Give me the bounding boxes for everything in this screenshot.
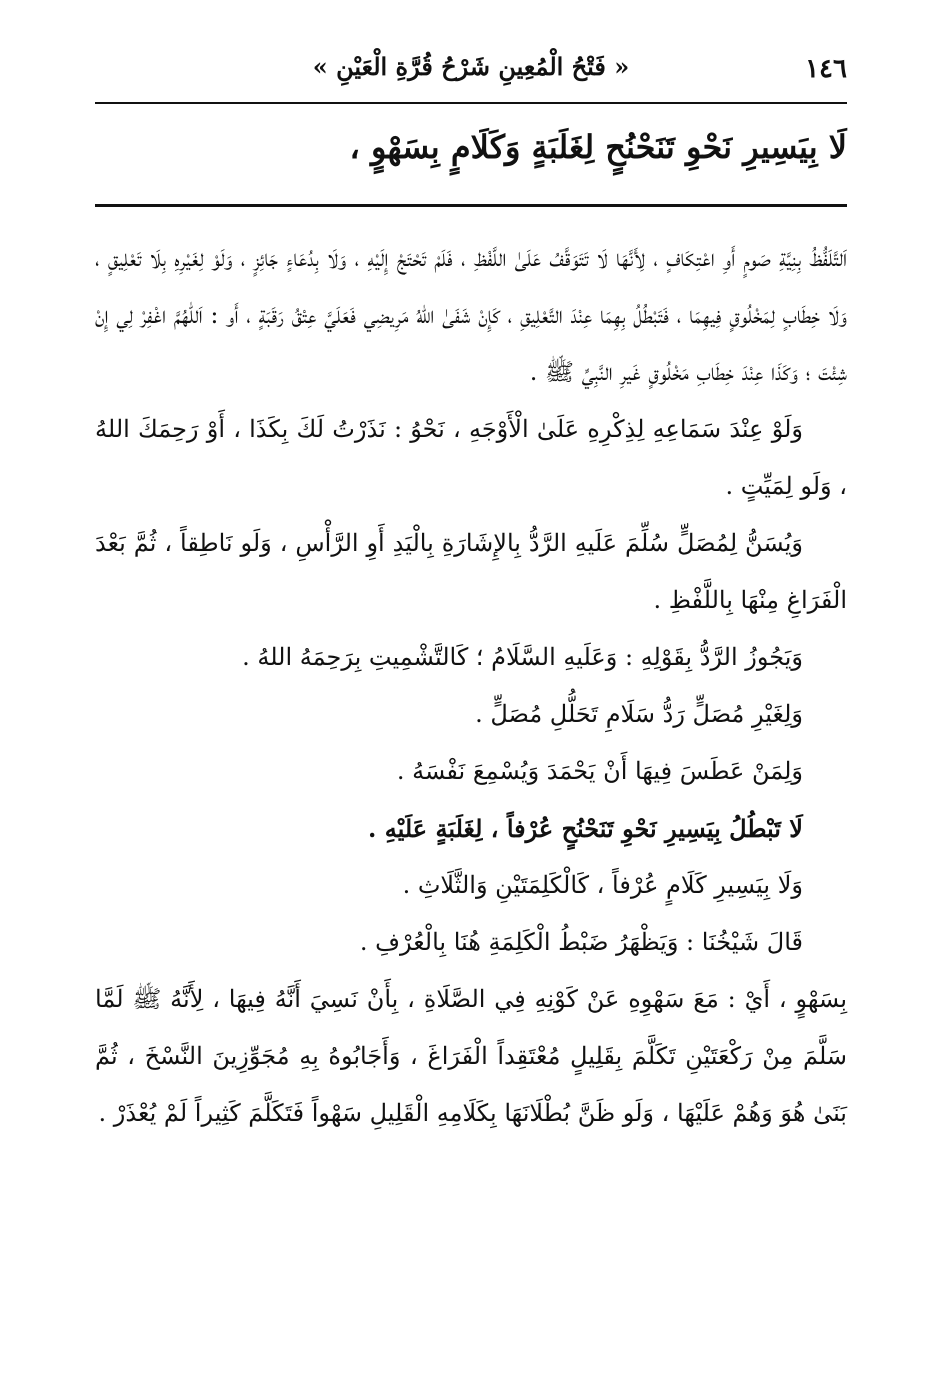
page-number: ١٤٦ (805, 54, 847, 84)
header-rule (95, 102, 847, 104)
commentary-line: وَلِمَنْ عَطَسَ فِيهَا أَنْ يَحْمَدَ وَيُسْمِعَ نَفْسَهُ . (396, 757, 803, 785)
matn-text: لَا بِيَسِيرِ نَحْوِ تَنَحْنُحٍ لِغَلَبَةٍ وَكَلَامٍ بِسَهْوٍ ، (349, 128, 847, 166)
commentary-line: وَلِغَيْرِ مُصَلٍّ رَدُّ سَلَامِ تَحَلُّلِ مُصَلٍّ . (475, 700, 803, 728)
commentary-body (95, 230, 847, 1142)
commentary-paragraph: اَلتَّلَفُّظُ بِنِيَّةِ صَومٍ أَوِ اعْتِكَافٍ ، لِأَنَّهَا لَا تَتَوَقَّفُ عَلَىٰ اللَّفْظِ ، فَلَمْ تَحْتَجْ إِلَيْهِ ، وَلَا بِدُعَاءٍ جَائِزٍ ، وَلَوْ لِغَيْرِهِ بِلَا تَعْلِيقٍ ، وَلَا خِطَابٍ لِمَخْلُوقٍ فِيهِمَا ، فَتَبْطُلُ بِهِمَا عِنْدَ التَّعْلِيقِ ، كَإِنْ شَفَىٰ اللهُ مَرِيضِي فَعَلَيَّ عِتْقُ رَقَبَةٍ ، أَو : اَللّٰهُمَّ اغْفِرْ لِي إِنْ شِئْتَ ؛ وَكَذَا عِنْدَ خِطَابِ مَخْلُوقٍ غَيرِ النَّبِيِّ ﷺ . (95, 244, 847, 386)
commentary-paragraph: بِسَهْوٍ ، أَيْ : مَعَ سَهْوِهِ عَنْ كَوْنِهِ فِي الصَّلَاةِ ، بِأَنْ نَسِيَ أَنَّهُ فِيهَا ، لِأَنَّهُ ﷺ لَمَّا سَلَّمَ مِنْ رَكْعَتَيْنِ تَكَلَّمَ بِقَلِيلٍ مُعْتَقِداً الْفَرَاغَ ، وَأَجَابُوهُ بِهِ مُجَوِّزِينَ النَّسْخَ ، ثُمَّ بَنَىٰ هُوَ وَهُمْ عَلَيْهَا ، وَلَو ظَنَّ بُطْلَانَهَا بِكَلَامِهِ الْقَلِيلِ سَهْواً فَتَكَلَّمَ كَثِيراً لَمْ يُعْذَرْ . (95, 985, 847, 1127)
commentary-paragraph: وَيُسَنُّ لِمُصَلٍّ سُلِّمَ عَلَيهِ الرَّدُّ بِالإِشَارَةِ بِالْيَدِ أَوِ الرَّأْسِ ، وَلَو نَاطِقاً ، ثُمَّ بَعْدَ الْفَرَاغِ مِنْهَا بِاللَّفْظِ . (95, 529, 847, 614)
page-header (95, 52, 847, 88)
commentary-line: قَالَ شَيْخُنَا : وَيَظْهَرُ ضَبْطُ الْكَلِمَةِ هُنَا بِالْعُرْفِ . (359, 928, 803, 956)
running-title: « فَتْحُ الْمُعِينِ شَرْحُ قُرَّةِ الْعَيْنِ » (312, 52, 630, 81)
commentary-paragraph: وَلَوْ عِنْدَ سَمَاعِهِ لِذِكْرِهِ عَلَىٰ الْأَوْجَهِ ، نَحْوُ : نَذَرْتُ لَكَ بِكَذَا ، أَوْ رَحِمَكَ اللهُ ، وَلَو لِمَيِّتٍ . (95, 415, 847, 500)
matn-quote-line: لَا تَبْطُلُ بِيَسِيرِ نَحْوِ تَنَحْنُحٍ عُرْفاً ، لِغَلَبَةٍ عَلَيْهِ . (368, 814, 803, 843)
matn-separator-rule (95, 204, 847, 207)
commentary-line: وَيَجُوزُ الرَّدُّ بِقَوْلِهِ : وَعَلَيهِ السَّلَامُ ؛ كَالتَّشْمِيتِ بِرَحِمَهُ اللهُ . (242, 643, 803, 671)
book-page (95, 30, 847, 1360)
commentary-line: وَلَا بِيَسِيرِ كَلَامٍ عُرْفاً ، كَالْكَلِمَتَيْنِ وَالثَّلَاثِ . (402, 871, 803, 899)
